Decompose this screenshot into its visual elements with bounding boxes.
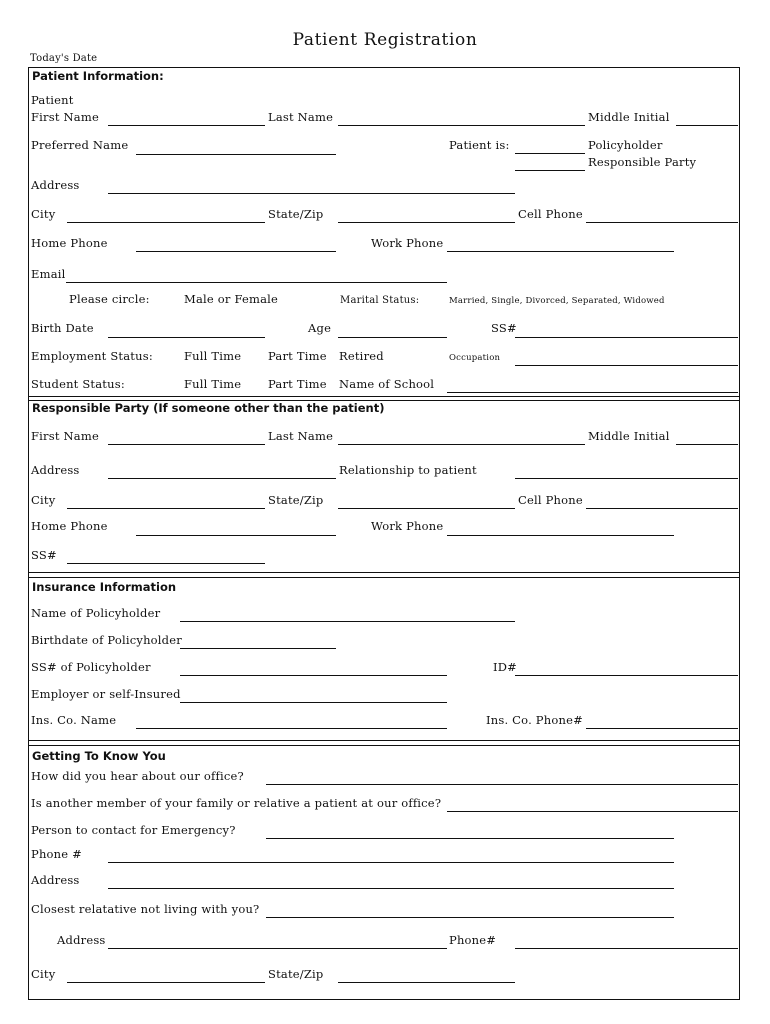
cell-phone-field[interactable]: [586, 222, 738, 223]
employer-field[interactable]: [180, 702, 447, 703]
state-zip-field[interactable]: [338, 222, 515, 223]
policyholder-checkbox-line[interactable]: [515, 153, 585, 154]
rp-first-name-label: First Name: [31, 429, 99, 443]
family-member-field[interactable]: [447, 811, 738, 812]
hear-about-label: How did you hear about our office?: [31, 769, 244, 783]
home-phone-label: Home Phone: [31, 236, 108, 250]
relative-phone-label: Phone#: [449, 933, 497, 947]
student-part-time[interactable]: Part Time: [268, 377, 327, 391]
rp-last-name-label: Last Name: [268, 429, 334, 443]
rp-ss-label: SS#: [31, 548, 57, 562]
relative-state-zip-field[interactable]: [338, 982, 515, 983]
insurance-id-label: ID#: [493, 660, 517, 674]
responsible-party-checkbox-line[interactable]: [515, 170, 585, 171]
birth-date-label: Birth Date: [31, 321, 94, 335]
middle-initial-label: Middle Initial: [588, 110, 670, 124]
employment-part-time[interactable]: Part Time: [268, 349, 327, 363]
please-circle-label: Please circle:: [69, 292, 150, 306]
preferred-name-field[interactable]: [136, 154, 336, 155]
relative-address-field[interactable]: [108, 948, 447, 949]
policyholder-name-field[interactable]: [180, 621, 515, 622]
rp-first-name-field[interactable]: [108, 444, 265, 445]
email-label: Email: [31, 267, 66, 281]
rp-address-field[interactable]: [108, 478, 336, 479]
name-of-school-field[interactable]: [447, 392, 738, 393]
last-name-label: Last Name: [268, 110, 334, 124]
emergency-phone-field[interactable]: [108, 862, 674, 863]
address-field[interactable]: [108, 193, 515, 194]
employment-status-label: Employment Status:: [31, 349, 153, 363]
patient-is-label: Patient is:: [449, 138, 510, 152]
page-title: Patient Registration: [292, 30, 478, 50]
rp-state-zip-label: State/Zip: [268, 493, 324, 507]
patient-info-header: Patient Information:: [32, 69, 164, 83]
insurance-id-field[interactable]: [515, 675, 738, 676]
occupation-label: Occupation: [449, 353, 501, 363]
section-divider: [28, 572, 740, 573]
emergency-contact-field[interactable]: [266, 838, 674, 839]
work-phone-label: Work Phone: [371, 236, 444, 250]
email-field[interactable]: [66, 282, 447, 283]
policyholder-ss-label: SS# of Policyholder: [31, 660, 151, 674]
address-label: Address: [31, 178, 80, 192]
section-divider: [28, 740, 740, 741]
responsible-party-label: Responsible Party: [588, 155, 697, 169]
student-full-time[interactable]: Full Time: [184, 377, 242, 391]
first-name-field[interactable]: [108, 125, 265, 126]
insurance-header: Insurance Information: [32, 580, 177, 594]
city-label: City: [31, 207, 56, 221]
todays-date-label: Today's Date: [30, 53, 98, 64]
closest-relative-label: Closest relatative not living with you?: [31, 902, 260, 916]
middle-initial-field[interactable]: [676, 125, 738, 126]
policyholder-name-label: Name of Policyholder: [31, 606, 161, 620]
emergency-address-field[interactable]: [108, 888, 674, 889]
marital-options[interactable]: Married, Single, Divorced, Separated, Widowed: [449, 296, 665, 306]
responsible-party-header: Responsible Party (If someone other than the patient): [32, 401, 385, 415]
state-zip-label: State/Zip: [268, 207, 324, 221]
age-label: Age: [308, 321, 332, 335]
relative-state-zip-label: State/Zip: [268, 967, 324, 981]
emergency-contact-label: Person to contact for Emergency?: [31, 823, 236, 837]
patient-label: Patient: [31, 93, 74, 107]
ss-label: SS#: [491, 321, 517, 335]
rp-cell-phone-field[interactable]: [586, 508, 738, 509]
hear-about-field[interactable]: [266, 784, 738, 785]
rp-relationship-label: Relationship to patient: [339, 463, 477, 477]
relative-city-label: City: [31, 967, 56, 981]
age-field[interactable]: [338, 337, 447, 338]
ins-co-phone-label: Ins. Co. Phone#: [486, 713, 583, 727]
employment-full-time[interactable]: Full Time: [184, 349, 242, 363]
rp-state-zip-field[interactable]: [338, 508, 515, 509]
rp-city-label: City: [31, 493, 56, 507]
work-phone-field[interactable]: [447, 251, 674, 252]
first-name-label: First Name: [31, 110, 99, 124]
ins-co-name-field[interactable]: [136, 728, 447, 729]
rp-middle-initial-label: Middle Initial: [588, 429, 670, 443]
rp-home-phone-field[interactable]: [136, 535, 336, 536]
section-divider: [28, 577, 740, 578]
ins-co-name-label: Ins. Co. Name: [31, 713, 117, 727]
form-frame: [28, 67, 740, 1000]
rp-address-label: Address: [31, 463, 80, 477]
preferred-name-label: Preferred Name: [31, 138, 129, 152]
last-name-field[interactable]: [338, 125, 585, 126]
rp-home-phone-label: Home Phone: [31, 519, 108, 533]
rp-ss-field[interactable]: [67, 563, 265, 564]
employer-label: Employer or self-Insured: [31, 687, 181, 701]
occupation-field[interactable]: [515, 365, 738, 366]
rp-relationship-field[interactable]: [515, 478, 738, 479]
section-divider: [28, 396, 740, 397]
closest-relative-field[interactable]: [266, 917, 674, 918]
policyholder-birthdate-label: Birthdate of Policyholder: [31, 633, 182, 647]
relative-address-label: Address: [57, 933, 106, 947]
student-status-label: Student Status:: [31, 377, 125, 391]
city-field[interactable]: [67, 222, 265, 223]
emergency-phone-label: Phone #: [31, 847, 82, 861]
rp-last-name-field[interactable]: [338, 444, 585, 445]
rp-work-phone-field[interactable]: [447, 535, 674, 536]
relative-phone-field[interactable]: [515, 948, 738, 949]
home-phone-field[interactable]: [136, 251, 336, 252]
policyholder-label: Policyholder: [588, 138, 663, 152]
rp-city-field[interactable]: [67, 508, 265, 509]
section-divider: [28, 745, 740, 746]
relative-city-field[interactable]: [67, 982, 265, 983]
ss-field[interactable]: [515, 337, 738, 338]
cell-phone-label: Cell Phone: [518, 207, 583, 221]
employment-retired[interactable]: Retired: [339, 349, 384, 363]
name-of-school-label: Name of School: [339, 377, 435, 391]
policyholder-birthdate-field[interactable]: [180, 648, 336, 649]
birth-date-field[interactable]: [108, 337, 265, 338]
rp-work-phone-label: Work Phone: [371, 519, 444, 533]
rp-middle-initial-field[interactable]: [676, 444, 738, 445]
marital-status-label: Marital Status:: [340, 295, 420, 306]
getting-to-know-header: Getting To Know You: [32, 749, 166, 763]
gender-options[interactable]: Male or Female: [184, 292, 279, 306]
rp-cell-phone-label: Cell Phone: [518, 493, 583, 507]
policyholder-ss-field[interactable]: [180, 675, 447, 676]
family-member-label: Is another member of your family or relative a patient at our office?: [31, 796, 442, 810]
emergency-address-label: Address: [31, 873, 80, 887]
ins-co-phone-field[interactable]: [586, 728, 738, 729]
